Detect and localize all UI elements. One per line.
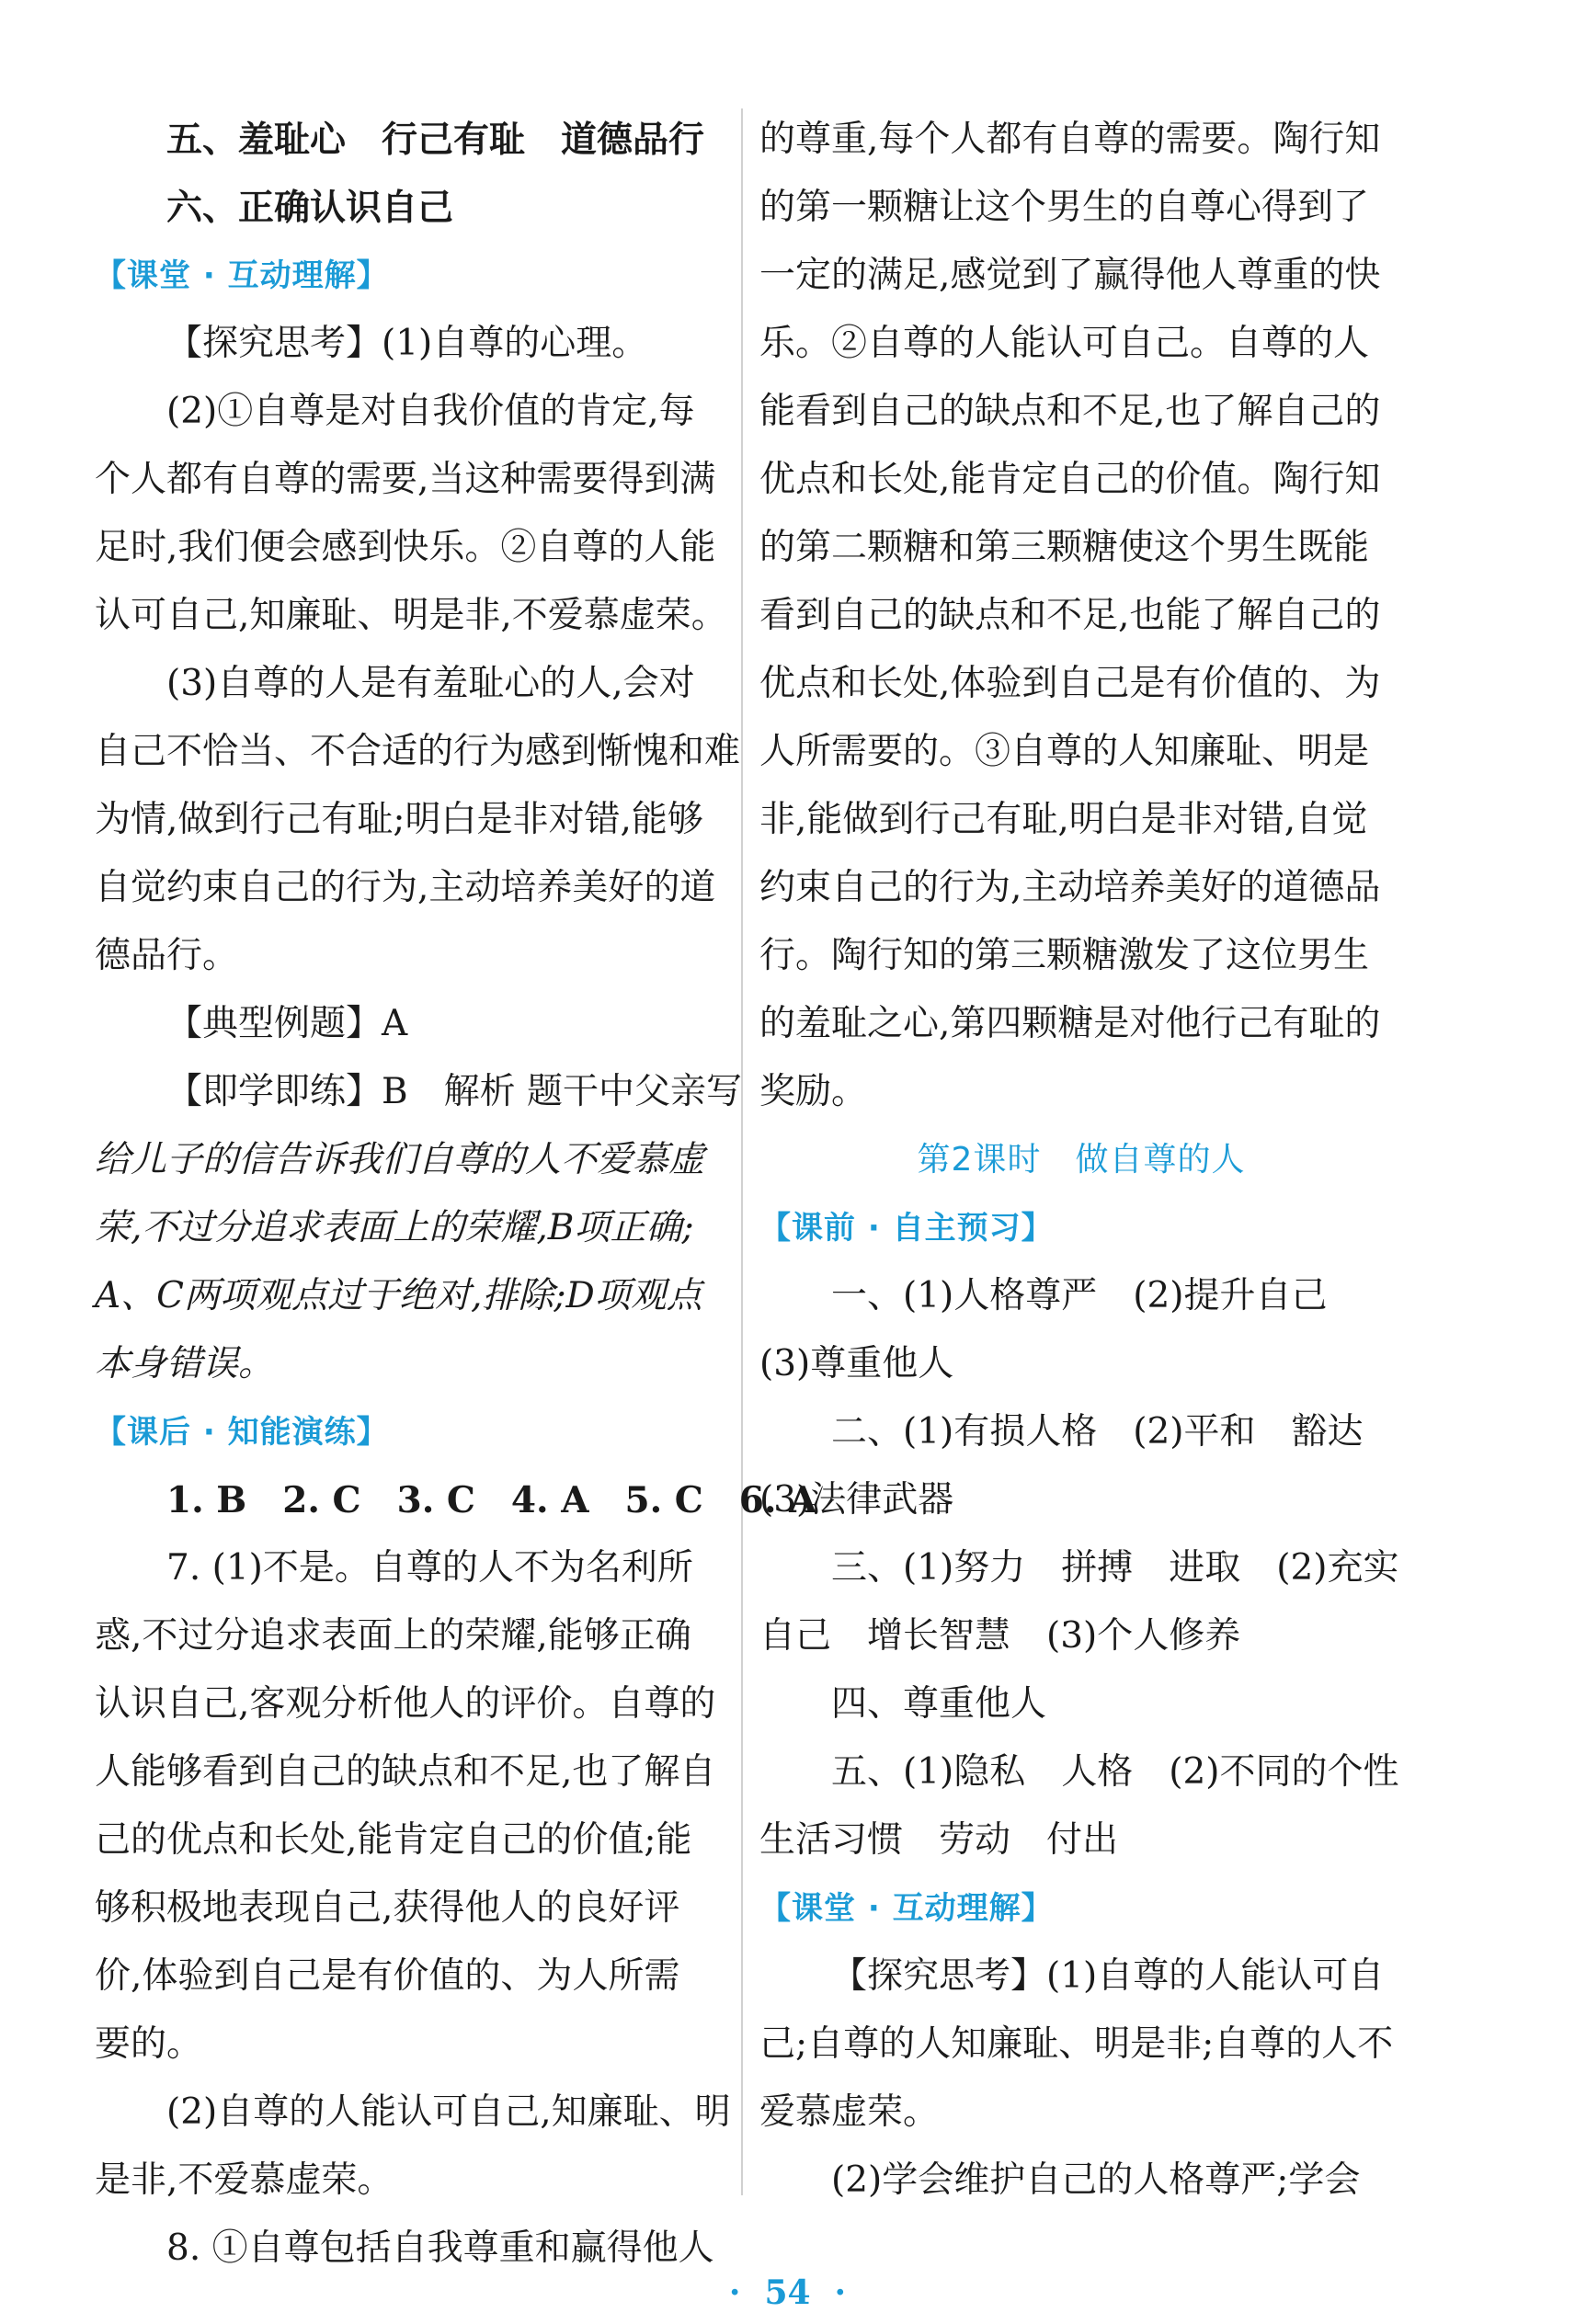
text-line: 的第一颗糖让这个男生的自尊心得到了 <box>759 187 1370 228</box>
text-line: 一定的满足,感觉到了赢得他人尊重的快 <box>759 255 1381 296</box>
page-number <box>0 2273 1575 2312</box>
text-line: 的尊重,每个人都有自尊的需要。陶行知 <box>759 119 1381 160</box>
answer-six: 六、正确认识自己 <box>166 187 454 229</box>
typical-example-answer: 【典型例题】A <box>166 1003 408 1044</box>
text-line: 是非,不爱慕虚荣。 <box>95 2159 394 2201</box>
analysis-line: 本身错误。 <box>95 1343 275 1384</box>
text-line: 人能够看到自己的缺点和不足,也了解自 <box>95 1751 716 1793</box>
analysis-line: 荣,不过分追求表面上的荣耀,B项正确; <box>95 1207 694 1248</box>
text-line: 为情,做到行己有耻;明白是非对错,能够 <box>95 799 703 840</box>
page-number-value: 54 <box>764 2273 811 2312</box>
text-line: 自己 增长智慧 (3)个人修养 <box>759 1615 1241 1657</box>
text-line: (2)自尊的人能认可自己,知廉耻、明 <box>166 2091 731 2133</box>
text-line: 一、(1)人格尊严 (2)提升自己 <box>831 1275 1328 1316</box>
text-line: 价,体验到自己是有价值的、为人所需 <box>95 1955 680 1997</box>
text-line: 五、(1)隐私 人格 (2)不同的个性 <box>831 1751 1399 1793</box>
text-line: (3)尊重他人 <box>759 1343 954 1384</box>
text-line: 己;自尊的人知廉耻、明是非;自尊的人不 <box>759 2023 1394 2065</box>
text-line: 德品行。 <box>95 935 239 976</box>
text-line: 的第二颗糖和第三颗糖使这个男生既能 <box>759 527 1370 568</box>
text-line: 二、(1)有损人格 (2)平和 豁达 <box>831 1411 1364 1452</box>
text-line: 行。陶行知的第三颗糖激发了这位男生 <box>759 935 1370 976</box>
section-heading-classroom-2: 【课堂 · 互动理解】 <box>759 1890 1054 1927</box>
text-line: 够积极地表现自己,获得他人的良好评 <box>95 1887 680 1929</box>
text-line: 认可自己,知廉耻、明是非,不爱慕虚荣。 <box>95 595 727 636</box>
choice-answers: 1. B 2. C 3. C 4. A 5. C 6. A <box>166 1479 817 1521</box>
text-line: 四、尊重他人 <box>831 1683 1047 1725</box>
right-column <box>759 106 1403 2215</box>
lesson-title: 第2课时 做自尊的人 <box>917 1141 1246 1179</box>
text-line: 约束自己的行为,主动培养美好的道德品 <box>759 867 1381 908</box>
page-dot-right: · <box>834 2273 847 2312</box>
text-line: 7. (1)不是。自尊的人不为名利所 <box>166 1547 693 1589</box>
page-dot-left: · <box>728 2273 741 2312</box>
text-line: 非,能做到行己有耻,明白是非对错,自觉 <box>759 799 1368 840</box>
text-line: 乐。②自尊的人能认可自己。自尊的人 <box>759 323 1370 364</box>
text-line: 惑,不过分追求表面上的荣耀,能够正确 <box>95 1615 691 1657</box>
text-line: 8. ①自尊包括自我尊重和赢得他人 <box>166 2227 714 2269</box>
text-line: 足时,我们便会感到快乐。②自尊的人能 <box>95 527 716 568</box>
text-line: 人所需要的。③自尊的人知廉耻、明是 <box>759 731 1370 772</box>
text-line: 优点和长处,体验到自己是有价值的、为 <box>759 663 1381 704</box>
text-line: 自己不恰当、不合适的行为感到惭愧和难 <box>95 731 741 772</box>
text-line: 看到自己的缺点和不足,也能了解自己的 <box>759 595 1381 636</box>
text-line: 己的优点和长处,能肯定自己的价值;能 <box>95 1819 692 1861</box>
text-line: 生活习惯 劳动 付出 <box>759 1819 1119 1861</box>
section-heading-classroom: 【课堂 · 互动理解】 <box>95 257 389 294</box>
text-line: 自觉约束自己的行为,主动培养美好的道 <box>95 867 716 908</box>
section-heading-after-class: 【课后 · 知能演练】 <box>95 1414 389 1451</box>
text-line: (2)学会维护自己的人格尊严;学会 <box>831 2159 1361 2201</box>
analysis-line: 给儿子的信告诉我们自尊的人不爱慕虚 <box>95 1139 705 1180</box>
text-line: 爱慕虚荣。 <box>759 2091 940 2133</box>
practice-answer: 【即学即练】B 解析 题干中父亲写 <box>166 1071 743 1112</box>
text-line: 的羞耻之心,第四颗糖是对他行己有耻的 <box>759 1003 1381 1044</box>
text-line: (3)自尊的人是有羞耻心的人,会对 <box>166 663 695 704</box>
text-line: (2)①自尊是对自我价值的肯定,每 <box>166 391 695 432</box>
analysis-line: A、C两项观点过于绝对,排除;D项观点 <box>95 1275 702 1316</box>
section-heading-preview: 【课前 · 自主预习】 <box>759 1210 1054 1247</box>
text-line: 【探究思考】(1)自尊的人能认可自 <box>831 1955 1385 1997</box>
text-line: 个人都有自尊的需要,当这种需要得到满 <box>95 459 716 500</box>
text-line: 认识自己,客观分析他人的评价。自尊的 <box>95 1683 716 1725</box>
text-line: 要的。 <box>95 2023 203 2065</box>
text-line: 三、(1)努力 拼搏 进取 (2)充实 <box>831 1547 1399 1589</box>
column-divider <box>741 108 743 2195</box>
text-line: 优点和长处,能肯定自己的价值。陶行知 <box>759 459 1381 500</box>
answer-five: 五、羞耻心 行己有耻 道德品行 <box>166 119 705 161</box>
text-line: 能看到自己的缺点和不足,也了解自己的 <box>759 391 1381 432</box>
text-line: 奖励。 <box>759 1071 868 1112</box>
text-line: 【探究思考】(1)自尊的心理。 <box>166 323 648 364</box>
text-line: (3)法律武器 <box>759 1479 954 1521</box>
